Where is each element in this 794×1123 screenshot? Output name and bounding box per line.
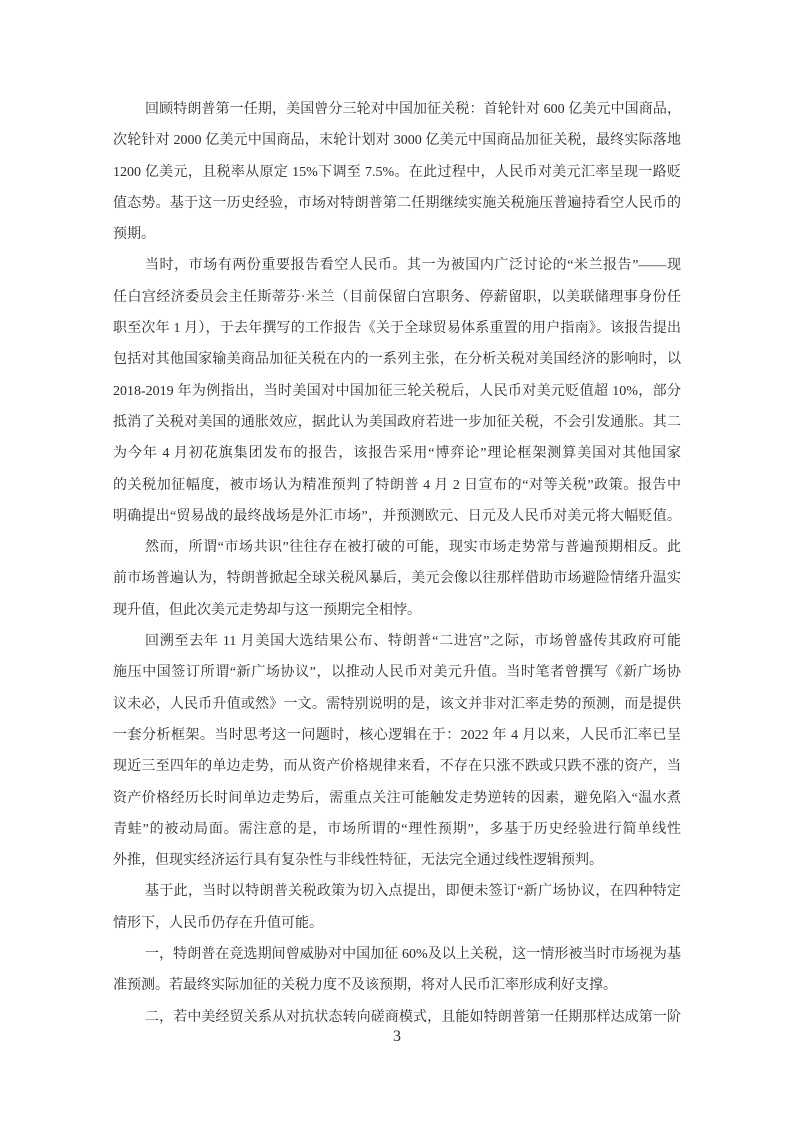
text-line: 当时，市场有两份重要报告看空人民币。其一为被国内广泛讨论的“米兰报告”——现 [145, 258, 681, 274]
text-line: 然而，所谓“市场共识”往往存在被打破的可能，现实市场走势常与普遍预期相反。此 [145, 540, 681, 556]
text-line: 准预测。若最终实际加征的关税力度不及该预期，将对人民币汇率形成利好支撑。 [113, 978, 617, 994]
text-line: 一，特朗普在竞选期间曾威胁对中国加征 60%及以上关税，这一情形被当时市场视为基 [145, 947, 681, 963]
text-line: 明确提出“贸易战的最终战场是外汇市场”，并预测欧元、日元及人民币对美元将大幅贬值。 [113, 508, 681, 524]
page-number: 3 [393, 1028, 401, 1045]
paragraph [113, 626, 681, 876]
text-line: 次轮针对 2000 亿美元中国商品，末轮计划对 3000 亿美元中国商品加征关税，最终实际落地 [113, 133, 681, 149]
text-line: 回溯至去年 11 月美国大选结果公布、特朗普“二进宫”之际，市场曾盛传其政府可能 [145, 634, 681, 650]
paragraph [113, 250, 681, 532]
text-line: 现近三至四年的单边走势，而从资产价格规律来看，不存在只涨不跌或只跌不涨的资产，当 [113, 759, 681, 775]
paragraph [113, 939, 681, 1002]
text-line: 为今年 4 月初花旗集团发布的报告，该报告采用“博弈论”理论框架测算美国对其他国家 [113, 446, 681, 462]
text-line: 值态势。基于这一历史经验，市场对特朗普第二任期继续实施关税施压普遍持看空人民币的 [113, 195, 681, 211]
text-line: 职至次年 1 月），于去年撰写的工作报告《关于全球贸易体系重置的用户指南》。该报告提出 [113, 321, 681, 337]
text-line: 基于此，当时以特朗普关税政策为切入点提出，即便未签订“新广场协议，在四种特定 [145, 884, 681, 900]
text-line: 情形下，人民币仍存在升值可能。 [113, 915, 323, 931]
text-line: 一套分析框架。当时思考这一问题时，核心逻辑在于：2022 年 4 月以来，人民币汇率已呈 [113, 727, 681, 743]
text-line: 回顾特朗普第一任期，美国曾分三轮对中国加征关税：首轮针对 600 亿美元中国商品， [145, 102, 681, 117]
text-line: 1200 亿美元，且税率从原定 15%下调至 7.5%。在此过程中，人民币对美元汇率呈现一路贬 [113, 164, 681, 180]
text-line: 资产价格经历长时间单边走势后，需重点关注可能触发走势逆转的因素，避免陷入“温水煮 [113, 790, 681, 806]
text-line: 抵消了关税对美国的通胀效应，据此认为美国政府若进一步加征关税，不会引发通胀。其二 [113, 414, 681, 430]
text-line: 二，若中美经贸关系从对抗状态转向磋商模式，且能如特朗普第一任期那样达成第一阶 [145, 1009, 681, 1025]
text-line: 的关税加征幅度，被市场认为精准预判了特朗普 4 月 2 日宣布的“对等关税”政策。报告中 [113, 477, 681, 493]
paragraph [113, 532, 681, 626]
text-line: 2018-2019 年为例指出，当时美国对中国加征三轮关税后，人民币对美元贬值超 10%，部分 [113, 383, 681, 399]
text-line: 现升值，但此次美元走势却与这一预期完全相悖。 [113, 602, 421, 618]
text-line: 青蛙”的被动局面。需注意的是，市场所谓的“理性预期”，多基于历史经验进行简单线性 [113, 821, 681, 837]
text-line: 施压中国签订所谓“新广场协议”，以推动人民币对美元升值。当时笔者曾撰写《新广场协 [113, 665, 681, 681]
text-line: 议未必，人民币升值或然》一文。需特别说明的是，该文并非对汇率走势的预测，而是提供 [113, 696, 681, 712]
text-line: 包括对其他国家输美商品加征关税在内的一系列主张，在分析关税对美国经济的影响时，以 [113, 352, 681, 368]
text-line: 预期。 [113, 227, 155, 243]
page-body-text [113, 94, 681, 1033]
paragraph [113, 876, 681, 939]
paragraph [113, 94, 681, 250]
text-line: 外推，但现实经济运行具有复杂性与非线性特征，无法完全通过线性逻辑预判。 [113, 853, 603, 869]
text-line: 任白宫经济委员会主任斯蒂芬·米兰（目前保留白宫职务、停薪留职，以美联储理事身份任 [113, 289, 681, 305]
text-line: 前市场普遍认为，特朗普掀起全球关税风暴后，美元会像以往那样借助市场避险情绪升温实 [113, 571, 681, 587]
